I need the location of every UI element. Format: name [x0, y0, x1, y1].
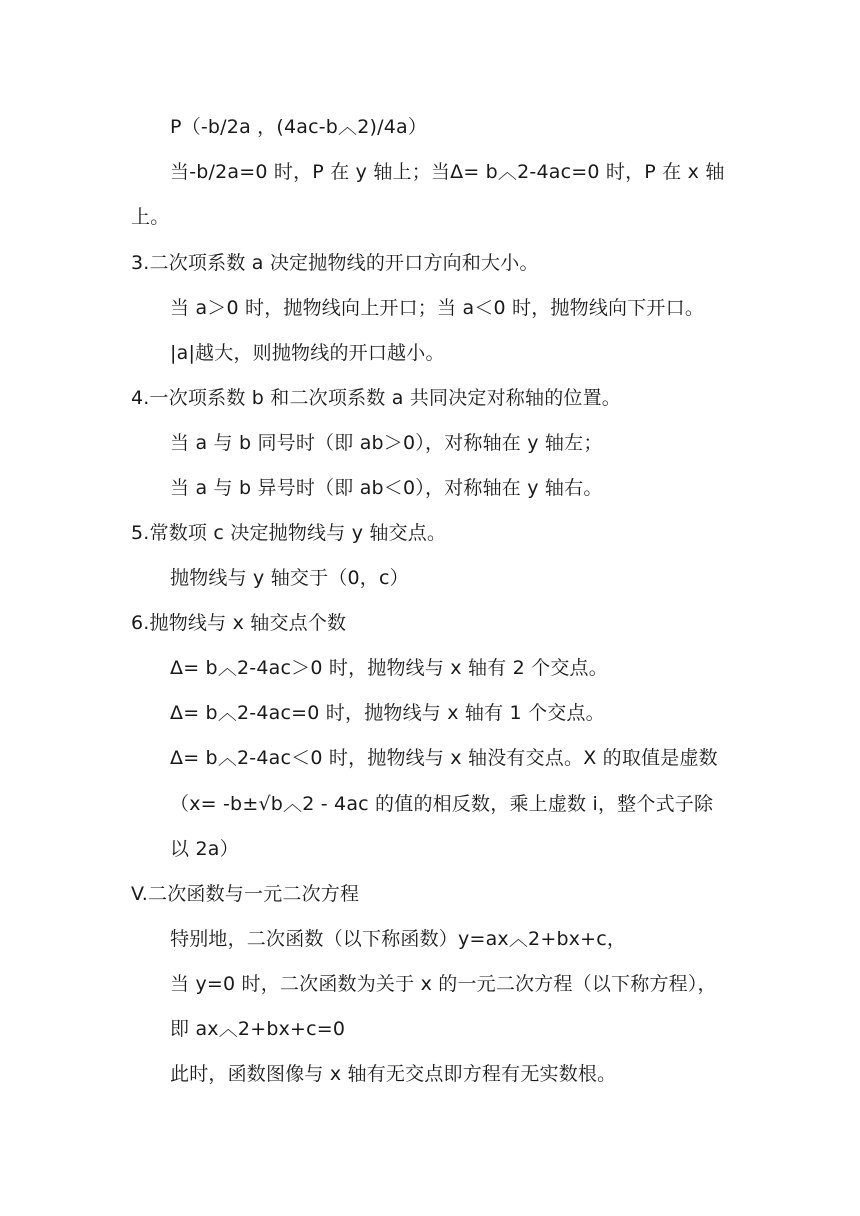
axis-left-line: 当 a 与 b 同号时（即 ab＞0），对称轴在 y 轴左； [170, 432, 603, 454]
opening-size-line: |a|越大，则抛物线的开口越小。 [170, 342, 445, 364]
y-intercept-line: 抛物线与 y 轴交于（0，c） [170, 567, 409, 589]
imaginary-root-continuation: 以 2a） [170, 838, 239, 860]
imaginary-root-line: （x= -b±√b︿2 - 4ac 的值的相反数，乘上虚数 i，整个式子除 [170, 793, 714, 815]
section-5-heading: 5.常数项 c 决定抛物线与 y 轴交点。 [131, 522, 447, 544]
vertex-position-condition-continuation: 上。 [131, 206, 170, 228]
quadratic-equation-line: 当 y=0 时，二次函数为关于 x 的一元二次方程（以下称方程）， [170, 973, 717, 995]
quadratic-function-line: 特别地，二次函数（以下称函数）y=ax︿2+bx+c， [170, 928, 627, 950]
section-4-heading: 4.一次项系数 b 和二次项系数 a 共同决定对称轴的位置。 [131, 387, 621, 409]
opening-direction-line: 当 a＞0 时，抛物线向上开口；当 a＜0 时，抛物线向下开口。 [170, 297, 705, 319]
no-intersection-line: Δ= b︿2-4ac＜0 时，抛物线与 x 轴没有交点。X 的取值是虚数 [170, 747, 718, 769]
axis-right-line: 当 a 与 b 异号时（即 ab＜0），对称轴在 y 轴右。 [170, 477, 603, 499]
section-v-heading: V.二次函数与一元二次方程 [131, 883, 360, 905]
vertex-coordinates-line: P（-b/2a ，(4ac-b︿2)/4a） [170, 116, 428, 138]
section-3-heading: 3.二次项系数 a 决定抛物线的开口方向和大小。 [131, 252, 539, 274]
two-intersections-line: Δ= b︿2-4ac＞0 时，抛物线与 x 轴有 2 个交点。 [170, 657, 608, 679]
equation-formula-line: 即 ax︿2+bx+c=0 [170, 1018, 346, 1040]
real-roots-line: 此时，函数图像与 x 轴有无交点即方程有无实数根。 [170, 1063, 617, 1085]
one-intersection-line: Δ= b︿2-4ac=0 时，抛物线与 x 轴有 1 个交点。 [170, 702, 605, 724]
vertex-position-condition-line: 当-b/2a=0 时，P 在 y 轴上；当Δ= b︿2-4ac=0 时，P 在 x 轴 [170, 161, 725, 183]
section-6-heading: 6.抛物线与 x 轴交点个数 [131, 612, 347, 634]
